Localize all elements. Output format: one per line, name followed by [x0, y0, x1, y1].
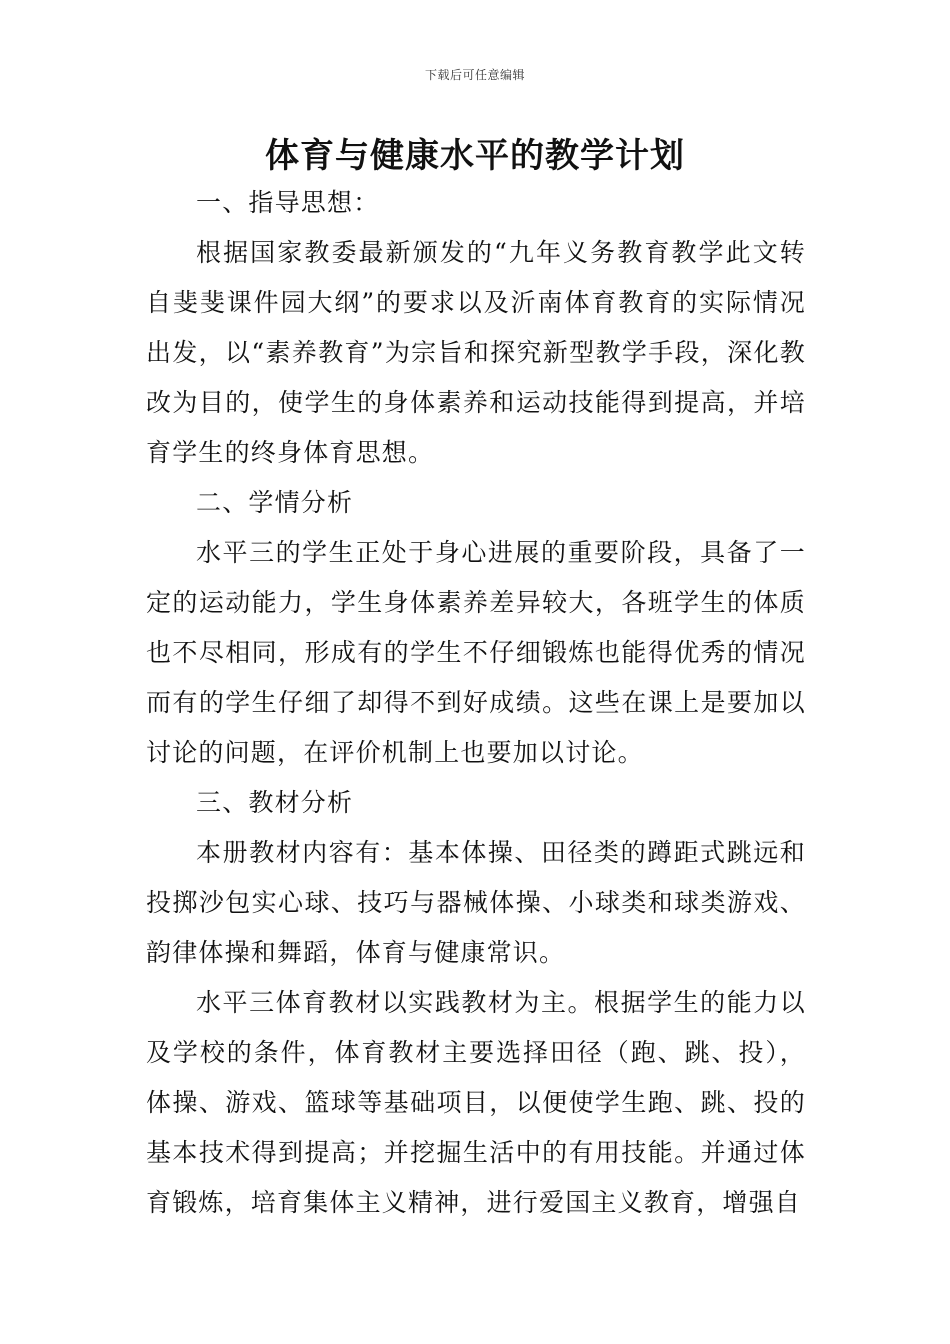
paragraph-student-analysis: 水平三的学生正处于身心进展的重要阶段，具备了一定的运动能力，学生身体素养差异较大，各班学生的体质也不尽相同，形成有的学生不仔细锻炼也能得优秀的情况而有的学生仔细了却得不到好成绩。这些在课上是要加以讨论的问题，在评价机制上也要加以讨论。 — [146, 538, 806, 767]
paragraph-textbook-content: 本册教材内容有：基本体操、田径类的蹲距式跳远和投掷沙包实心球、技巧与器械体操、小球类和球类游戏、韵律体操和舞蹈，体育与健康常识。 — [146, 838, 806, 967]
document-body — [146, 178, 806, 1228]
paragraph-guiding-ideology: 根据国家教委最新颁发的“九年义务教育教学此文转自斐斐课件园大纲”的要求以及沂南体育教育的实际情况出发，以“素养教育”为宗旨和探究新型教学手段，深化教改为目的，使学生的身体素养和运动技能得到提高，并培育学生的终身体育思想。 — [146, 238, 806, 467]
section-heading-textbook-analysis: 三、教材分析 — [196, 788, 354, 817]
document-title: 体育与健康水平的教学计划 — [265, 136, 685, 176]
section-heading-guiding-ideology: 一、指导思想： — [196, 188, 380, 217]
section-heading-student-analysis: 二、学情分析 — [196, 488, 354, 517]
paragraph-textbook-practice: 水平三体育教材以实践教材为主。根据学生的能力以及学校的条件，体育教材主要选择田径（跑、跳、投），体操、游戏、篮球等基础项目，以便使学生跑、跳、投的基本技术得到提高；并挖掘生活中的有用技能。并通过体育锻炼，培育集体主义精神，进行爱国主义教育，增强自 — [146, 988, 806, 1217]
header-note: 下载后可任意编辑 — [424, 68, 525, 82]
